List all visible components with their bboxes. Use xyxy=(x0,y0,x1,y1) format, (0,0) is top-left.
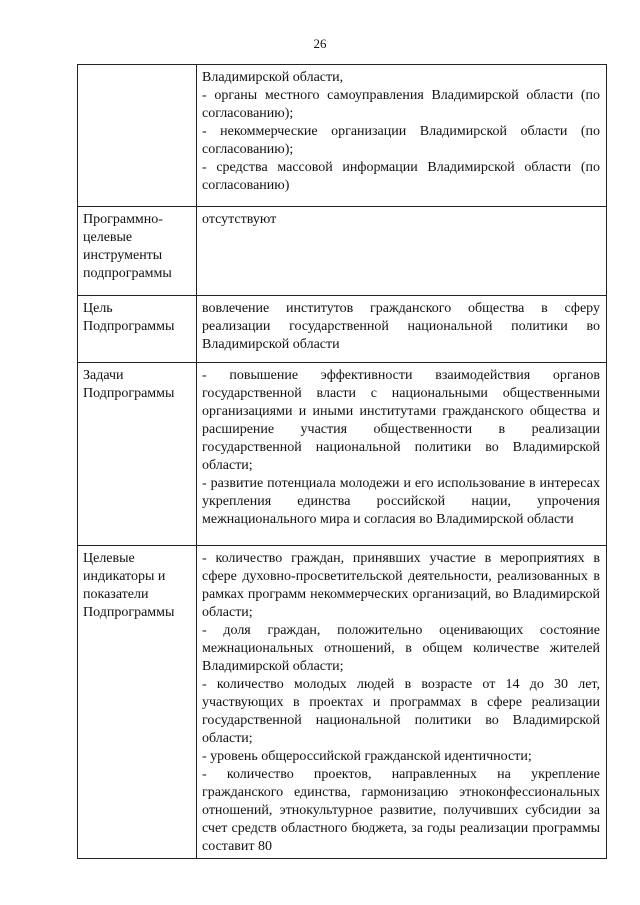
table-row xyxy=(78,546,607,859)
row-label: Подпрограммы xyxy=(83,319,175,334)
row-label-cell xyxy=(78,546,197,859)
row-label-cell xyxy=(78,363,197,546)
indicator-item: - доля граждан, положительно оценивающих состояние межнациональных отношений, в общем количестве жителей Владимирской области; xyxy=(202,623,600,674)
row-label: Подпрограммы xyxy=(83,605,175,620)
row-value-cell xyxy=(197,65,607,207)
row-label: Целевые xyxy=(83,551,135,566)
row-label: Задачи xyxy=(83,368,124,383)
goal-value: вовлечение институтов гражданского общества в сферу реализации государственной национальной политики во Владимирской области xyxy=(202,301,600,352)
table-row xyxy=(78,363,607,546)
row-label: Подпрограммы xyxy=(83,386,175,401)
row-label: инструменты xyxy=(83,248,163,263)
indicator-item: - количество граждан, принявших участие в мероприятиях в сфере духовно-просветительской деятельности, реализованных в рамках программ некоммерческих организаций, во Владимирской области; xyxy=(202,551,600,620)
participants-line: - средства массовой информации Владимирской области (по согласованию) xyxy=(202,160,600,193)
row-label: индикаторы и xyxy=(83,569,166,584)
task-item: - повышение эффективности взаимодействия органов государственной власти с национальными общественными организациями и иными институтами гражданского общества и расширение участия общественности в реализации государственной национальной политики во Владимирской области; xyxy=(202,368,600,473)
row-label: Цель xyxy=(83,301,113,316)
row-label-cell xyxy=(78,65,197,207)
subprogram-passport-table xyxy=(77,64,607,859)
task-item: - развитие потенциала молодежи и его использование в интересах укрепления единства российской нации, упрочения межнационального мира и согласия во Владимирской области xyxy=(202,476,600,527)
indicator-item: - уровень общероссийской гражданской идентичности; xyxy=(202,749,532,764)
table-row xyxy=(78,207,607,296)
participants-line: Владимирской области, xyxy=(202,70,344,85)
row-label: подпрограммы xyxy=(83,266,172,281)
indicator-item: - количество молодых людей в возрасте от 14 до 30 лет, участвующих в проектах и программах в сфере реализации государственной национальной политики во Владимирской области; xyxy=(202,677,600,746)
row-label: Программно- xyxy=(83,212,163,227)
row-label: целевые xyxy=(83,230,133,245)
table-row xyxy=(78,296,607,363)
participants-line: - органы местного самоуправления Владимирской области (по согласованию); xyxy=(202,88,600,121)
row-value-cell xyxy=(197,363,607,546)
page-number: 26 xyxy=(313,36,327,51)
row-label: показатели xyxy=(83,587,149,602)
instruments-value: отсутствуют xyxy=(202,212,277,227)
participants-line: - некоммерческие организации Владимирской области (по согласованию); xyxy=(202,124,600,157)
row-value-cell xyxy=(197,207,607,296)
row-label-cell xyxy=(78,207,197,296)
row-value-cell xyxy=(197,546,607,859)
table-row xyxy=(78,65,607,207)
row-label-cell xyxy=(78,296,197,363)
indicator-item: - количество проектов, направленных на укрепление гражданского единства, гармонизацию этноконфессиональных отношений, этнокультурное развитие, получивших субсидии за счет средств областного бюджета, за годы реализации программы составит 80 xyxy=(202,767,600,854)
row-value-cell xyxy=(197,296,607,363)
